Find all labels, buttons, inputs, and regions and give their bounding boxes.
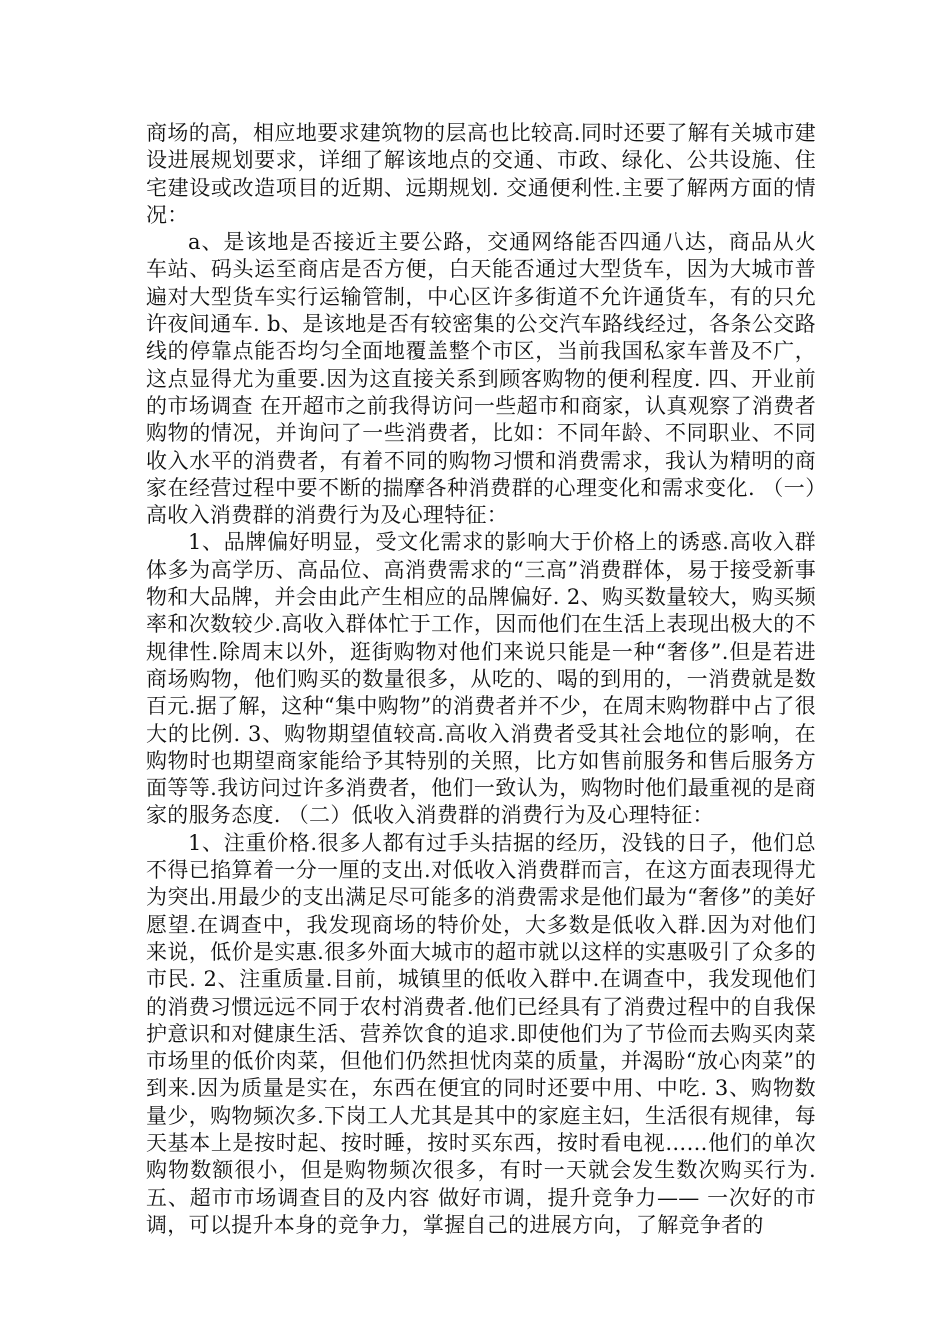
paragraph-4: 1、注重价格.很多人都有过手头拮据的经历，没钱的日子，他们总不得已掐算着一分一厘的支出.对低收入消费群而言，在这方面表现得尤为突出.用最少的支出满足尽可能多的消费需求是他们最为“奢侈”的美好愿望.在调查中，我发现商场的特价处，大多数是低收入群.因为对他们来说，低价是实惠.很多外面大城市的超市就以这样的实惠吸引了众多的市民. 2、注重质量.目前，城镇里的低收入群中.在调查中，我发现他们的消费习惯远远不同于农村消费者.他们已经具有了消费过程中的自我保护意识和对健康生活、营养饮食的追求.即使他们为了节俭而去购买肉菜市场里的低价肉菜，但他们仍然担忧肉菜的质量，并渴盼“放心肉菜”的到来.因为质量是实在，东西在便宜的同时还要中用、中吃. 3、购物数量少，购物频次多.下岗工人尤其是其中的家庭主妇，生活很有规律，每天基本上是按时起、按时睡，按时买东西，按时看电视……他们的单次购物数额很小，但是购物频次很多，有时一天就会发生数次购买行为. 五、超市市场调查目的及内容 做好市调，提升竞争力—— 一次好的市调，可以提升本身的竞争力，掌握自己的进展方向，了解竞争者的 [146,830,816,1237]
paragraph-1: 商场的高，相应地要求建筑物的层高也比较高.同时还要了解有关城市建设进展规划要求，详细了解该地点的交通、市政、绿化、公共设施、住宅建设或改造项目的近期、远期规划. 交通便利性.主要了解两方面的情况： [146,121,816,227]
paragraph-2: a、是该地是否接近主要公路，交通网络能否四通八达，商品从火车站、码头运至商店是否方便，白天能否通过大型货车，因为大城市普遍对大型货车实行运输管制，中心区许多街道不允许通货车，有的只允许夜间通车. b、是该地是否有较密集的公交汽车路线经过，各条公交路线的停靠点能否均匀全面地覆盖整个市区，当前我国私家车普及不广，这点显得尤为重要.因为这直接关系到顾客购物的便利程度. 四、开业前的市场调查 在开超市之前我得访问一些超市和商家，认真观察了消费者购物的情况，并询问了一些消费者，比如：不同年龄、不同职业、不同收入水平的消费者，有着不同的购物习惯和消费需求，我认为精明的商家在经营过程中要不断的揣摩各种消费群的心理变化和需求变化. （一）高收入消费群的消费行为及心理特征： [146,230,816,528]
paragraph-3: 1、品牌偏好明显，受文化需求的影响大于价格上的诱惑.高收入群体多为高学历、高品位、高消费需求的“三高”消费群体，易于接受新事物和大品牌，并会由此产生相应的品牌偏好. 2、购买数量较大，购买频率和次数较少.高收入群体忙于工作，因而他们在生活上表现出极大的不规律性.除周末以外，逛街购物对他们来说只能是一种“奢侈”.但是若进商场购物，他们购买的数量很多，从吃的、喝的到用的，一消费就是数百元.据了解，这种“集中购物”的消费者并不少，在周末购物群中占了很大的比例. 3、购物期望值较高.高收入消费者受其社会地位的影响，在购物时也期望商家能给予其特别的关照，比方如售前服务和售后服务方面等等.我访问过许多消费者，他们一致认为，购物时他们最重视的是商家的服务态度. （二）低收入消费群的消费行为及心理特征： [146,530,816,828]
body-text [146,120,816,1239]
